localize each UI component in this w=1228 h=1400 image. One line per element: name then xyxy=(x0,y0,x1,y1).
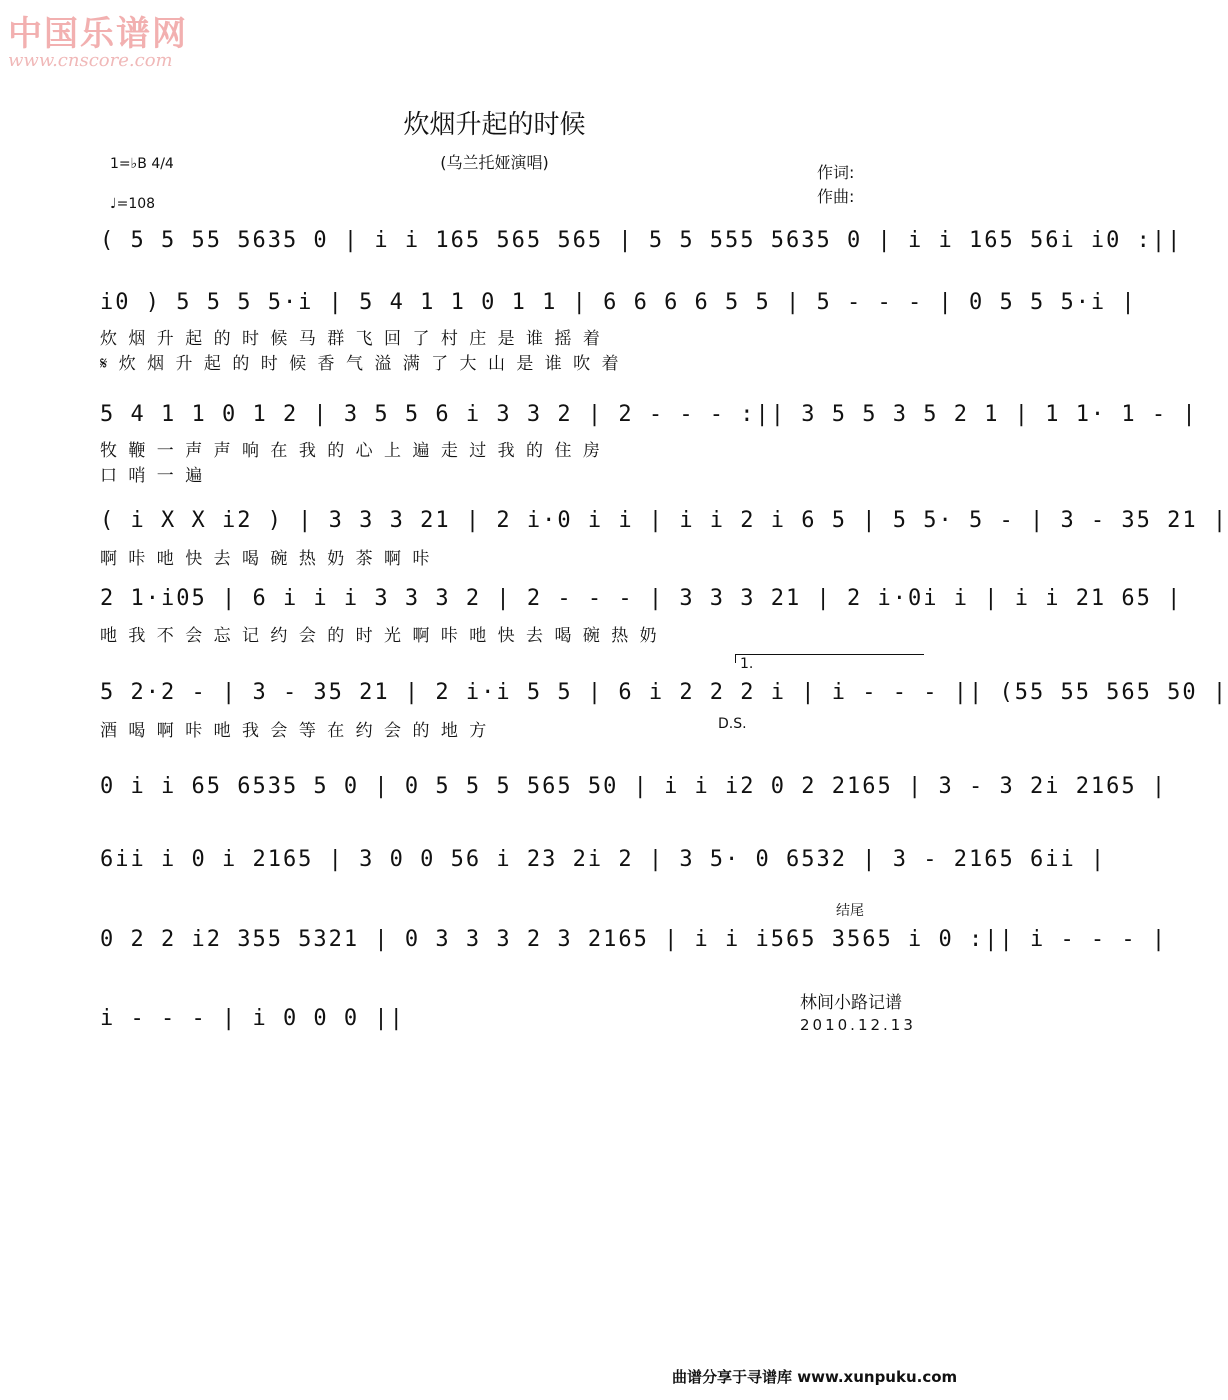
first-ending-bracket xyxy=(735,654,924,663)
page-title: 炊烟升起的时候 xyxy=(403,110,586,140)
score-line-2: i0 ) 5 5 5 5·i | 5 4 1 1 0 1 1 | 6 6 6 6 5 5 | 5 - - - | 0 5 5 5·i | xyxy=(100,290,1137,315)
score-line-8: 6ii i 0 i 2165 | 3 0 0 56 i 23 2i 2 | 3 5· 0 6532 | 3 - 2165 6ii | xyxy=(100,847,1107,872)
score-line-7: 0 i i 65 6535 5 0 | 0 5 5 5 565 50 | i i i2 0 2 2165 | 3 - 3 2i 2165 | xyxy=(100,774,1168,799)
score-line-4: ( i X X i2 ) | 3 3 3 21 | 2 i·0 i i | i i 2 i 6 5 | 5 5· 5 - | 3 - 35 21 | xyxy=(100,508,1228,533)
transcriber-credit: 林间小路记谱 xyxy=(800,993,902,1013)
coda-label: 结尾 xyxy=(836,903,864,919)
time-signature: 4/4 xyxy=(151,156,174,172)
tempo-marking: ♩=108 xyxy=(110,196,156,212)
composer-label: 作曲: xyxy=(817,187,855,206)
key-label: 1=♭B xyxy=(110,156,147,172)
lyrics-line-2-verse-2: 𝄋 炊 烟 升 起 的 时 候 香 气 溢 满 了 大 山 是 谁 吹 着 xyxy=(100,354,622,374)
share-footer: 曲谱分享于寻谱库 www.xunpuku.com xyxy=(672,1368,958,1386)
transcription-date: 2010.12.13 xyxy=(800,1016,916,1034)
key-signature xyxy=(110,156,174,172)
lyrics-line-4: 啊 咔 吔 快 去 喝 碗 热 奶 茶 啊 咔 xyxy=(100,549,433,569)
performer-credit: (乌兰托娅演唱) xyxy=(440,153,549,172)
score-line-9: 0 2 2 i2 355 5321 | 0 3 3 3 2 3 2165 | i i i565 3565 i 0 :|| i - - - | xyxy=(100,927,1168,952)
score-line-5: 2 1·i05 | 6 i i i 3 3 3 2 | 2 - - - | 3 3 3 21 | 2 i·0i i | i i 21 65 | xyxy=(100,586,1183,611)
lyricist-label: 作词: xyxy=(817,163,855,182)
watermark-url: www.cnscore.com xyxy=(8,50,173,71)
watermark-logo-text: 中国乐谱网 xyxy=(8,14,188,54)
lyrics-line-5: 吔 我 不 会 忘 记 约 会 的 时 光 啊 咔 吔 快 去 喝 碗 热 奶 xyxy=(100,626,660,646)
lyrics-line-6: 酒 喝 啊 咔 吔 我 会 等 在 约 会 的 地 方 xyxy=(100,721,490,741)
lyrics-line-3-verse-2: 口 哨 一 遍 xyxy=(100,466,206,486)
lyrics-line-2-verse-1: 炊 烟 升 起 的 时 候 马 群 飞 回 了 村 庄 是 谁 摇 着 xyxy=(100,329,603,349)
first-ending-label: 1. xyxy=(740,656,754,672)
score-line-10: i - - - | i 0 0 0 || xyxy=(100,1006,405,1031)
dal-segno-marking: D.S. xyxy=(718,716,747,732)
lyrics-line-3-verse-1: 牧 鞭 一 声 声 响 在 我 的 心 上 遍 走 过 我 的 住 房 xyxy=(100,441,603,461)
score-line-6: 5 2·2 - | 3 - 35 21 | 2 i·i 5 5 | 6 i 2 2 2 i | i - - - || (55 55 565 50 | xyxy=(100,680,1228,705)
score-line-3: 5 4 1 1 0 1 2 | 3 5 5 6 i 3 3 2 | 2 - - - :|| 3 5 5 3 5 2 1 | 1 1· 1 - | xyxy=(100,402,1198,427)
score-line-1: ( 5 5 55 5635 0 | i i 165 565 565 | 5 5 555 5635 0 | i i 165 56i i0 :|| xyxy=(100,228,1183,253)
